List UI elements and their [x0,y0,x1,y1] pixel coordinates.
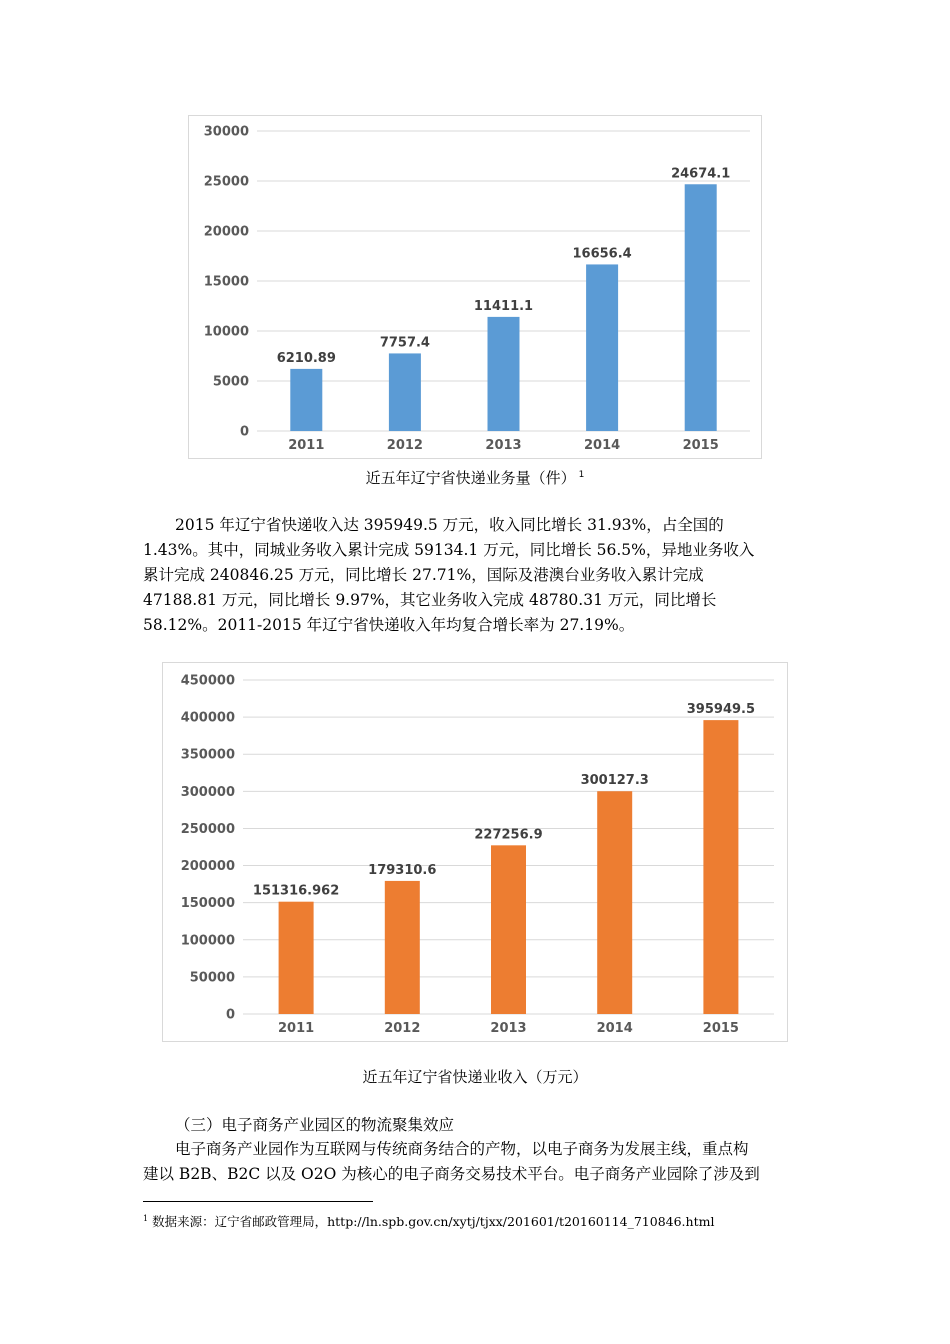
data-label: 16656.4 [572,246,632,262]
x-tick-label: 2014 [584,438,621,453]
y-tick-label: 25000 [203,174,249,190]
paragraph-ecommerce [143,1137,808,1187]
chart2-caption: 近五年辽宁省快递业收入（万元） [362,1068,588,1086]
bar [290,369,322,431]
x-tick-label: 2012 [386,438,423,453]
data-label: 11411.1 [473,298,534,314]
x-tick-label: 2012 [384,1021,421,1036]
chart1-footnote-ref: 1 [578,470,585,480]
bar [597,791,632,1014]
y-tick-label: 100000 [180,933,235,949]
bar [385,881,420,1014]
paragraph-line: 累计完成 240846.25 万元，同比增长 27.71%，国际及港澳台业务收入累计完成 [143,566,704,584]
x-tick-label: 2013 [485,438,522,453]
y-tick-label: 350000 [180,747,235,763]
paragraph-line: 58.12%。2011-2015 年辽宁省快递收入年均复合增长率为 27.19%。 [143,616,635,634]
x-tick-label: 2011 [288,438,325,453]
x-tick-label: 2011 [278,1021,315,1036]
y-tick-label: 150000 [180,896,235,912]
footnote-divider [143,1201,373,1202]
paragraph-line: 建以 B2B、B2C 以及 O2O 为核心的电子商务交易技术平台。电子商务产业园除了涉及到 [143,1165,760,1183]
data-label: 24674.1 [671,166,731,182]
footnote-number: 1 [143,1213,149,1223]
data-label: 227256.9 [474,827,543,843]
bar [685,184,717,431]
data-label: 6210.89 [276,350,336,366]
data-label: 7757.4 [379,335,430,351]
data-label: 179310.6 [368,862,437,878]
data-label: 151316.962 [252,883,340,899]
data-label: 300127.3 [580,773,649,789]
bar [703,720,738,1014]
paragraph-line: 2015 年辽宁省快递收入达 395949.5 万元，收入同比增长 31.93%，占全国的 [175,516,724,534]
chart1-caption [0,467,950,488]
paragraph-line: 1.43%。其中，同城业务收入累计完成 59134.1 万元，同比增长 56.5%，异地业务收入 [143,541,755,559]
footnote-text: 数据来源：辽宁省邮政管理局，http://ln.spb.gov.cn/xytj/tjxx/201601/t20160114_710846.html [152,1214,715,1229]
x-tick-label: 2014 [596,1021,633,1036]
y-tick-label: 400000 [180,710,235,726]
y-tick-label: 30000 [203,124,249,140]
y-tick-label: 300000 [180,784,235,800]
y-tick-label: 20000 [203,224,249,240]
bar [586,264,618,431]
y-tick-label: 0 [239,424,249,440]
y-tick-label: 50000 [189,970,235,986]
y-tick-label: 10000 [203,324,249,340]
chart-express-revenue [162,662,788,1042]
chart1-caption-text: 近五年辽宁省快递业务量（件） [365,469,576,487]
y-tick-label: 450000 [180,673,235,689]
paragraph-revenue [143,513,808,638]
x-tick-label: 2015 [702,1021,739,1036]
bar [389,353,421,431]
bar [279,902,314,1014]
footnote [143,1212,714,1230]
bar [491,845,526,1014]
chart-express-volume [188,115,762,459]
bar [488,317,520,431]
y-tick-label: 5000 [212,374,249,390]
paragraph-line: 电子商务产业园作为互联网与传统商务结合的产物，以电子商务为发展主线，重点构 [175,1140,749,1158]
chart-express-volume-svg [189,116,761,458]
x-tick-label: 2015 [682,438,719,453]
data-label: 395949.5 [686,702,756,718]
y-tick-label: 0 [225,1007,235,1023]
y-tick-label: 250000 [180,821,235,837]
section-heading: （三）电子商务产业园区的物流聚集效应 [175,1116,455,1134]
chart-express-revenue-svg [163,663,787,1041]
y-tick-label: 200000 [180,859,235,875]
paragraph-line: 47188.81 万元，同比增长 9.97%，其它业务收入完成 48780.31 万元，同比增长 [143,591,717,609]
y-tick-label: 15000 [203,274,249,290]
x-tick-label: 2013 [490,1021,527,1036]
